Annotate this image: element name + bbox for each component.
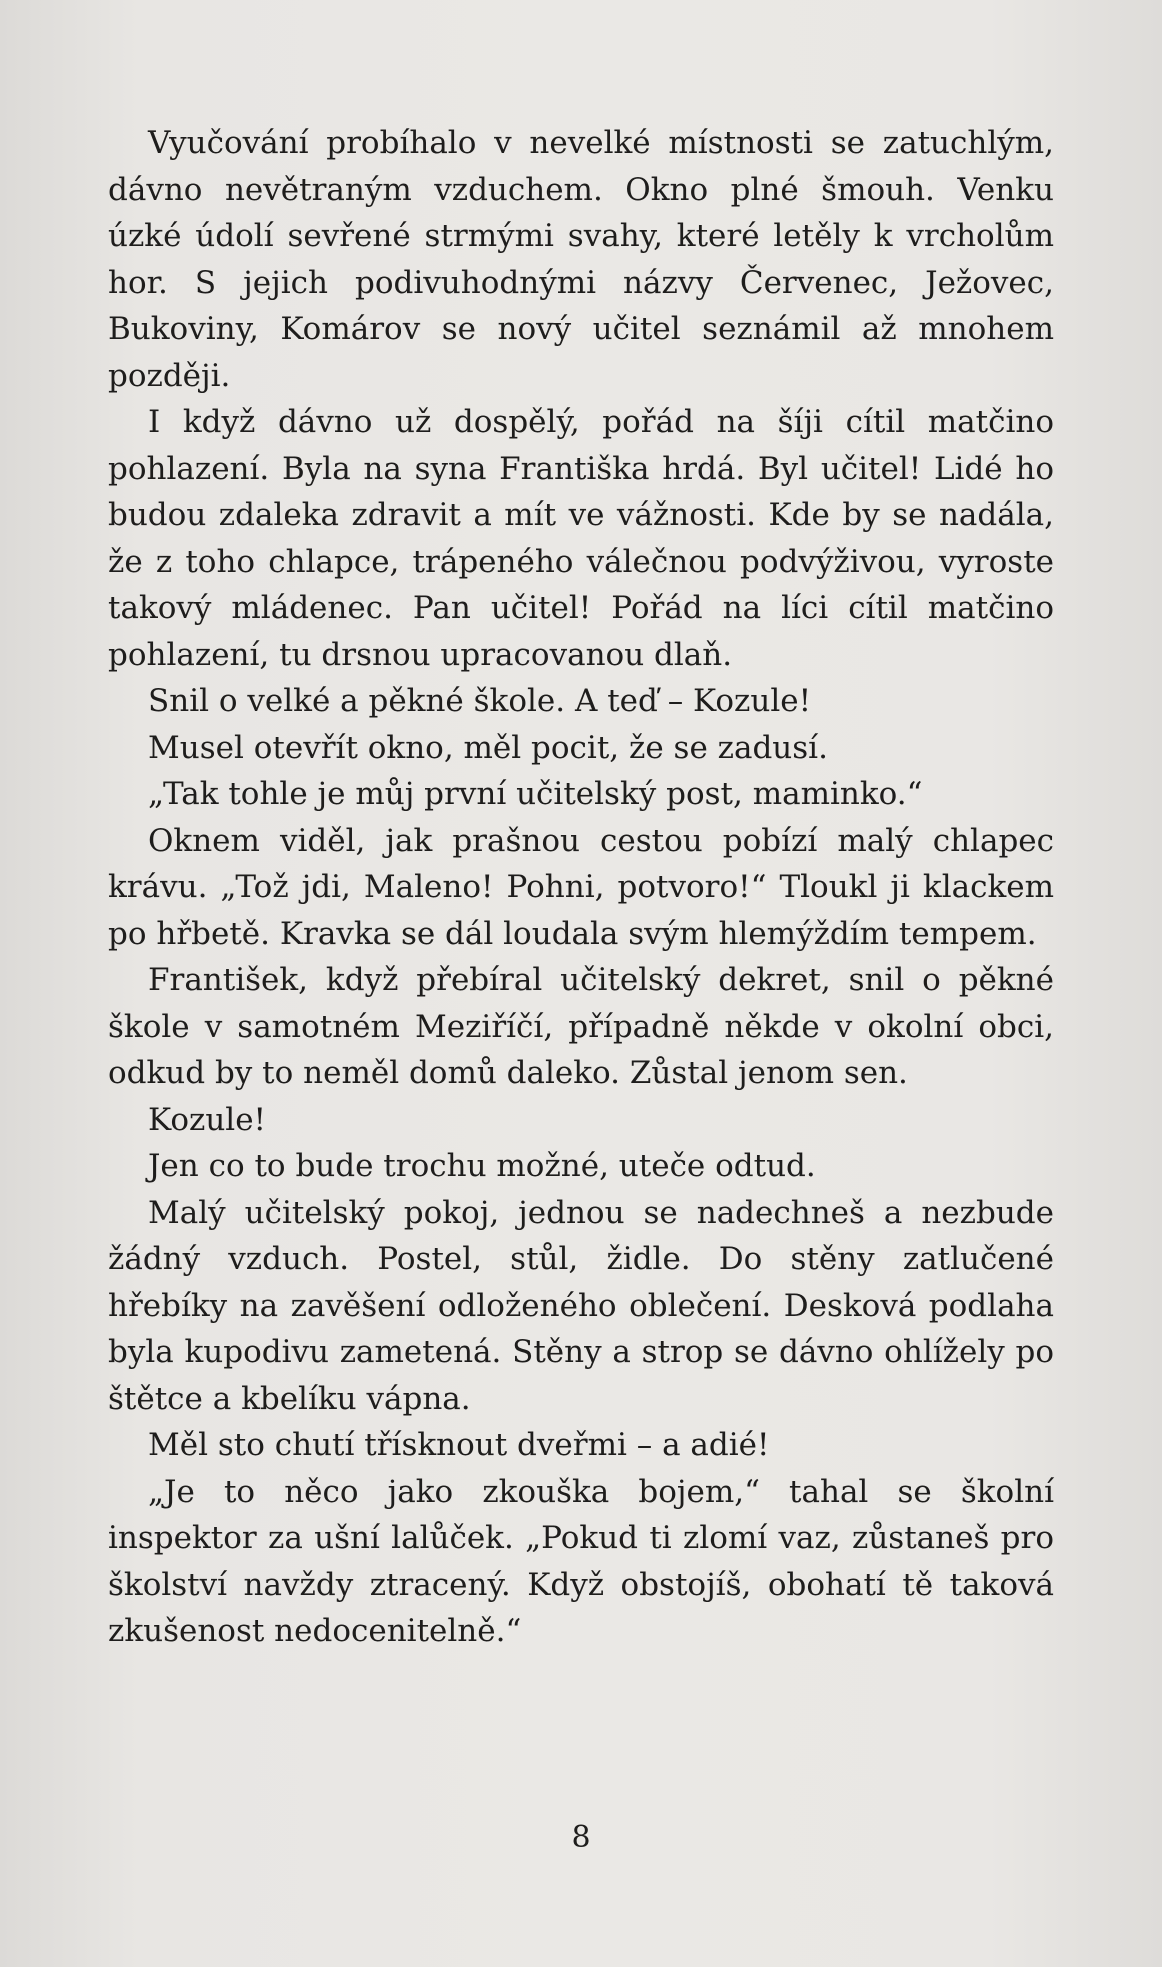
paragraph-7: František, když přebíral učitelský dekret, snil o pěkné škole v samotném Meziříčí, případně někde v okolní obci, odkud by to neměl domů daleko. Zůstal jenom sen. (108, 962, 1054, 1091)
paragraph-2: I když dávno už dospělý, pořád na šíji cítil matčino pohlazení. Byla na syna Františka hrdá. Byl učitel! Lidé ho budou zdaleka zdravit a mít ve vážnosti. Kde by se nadála, že z toho chlapce, trápeného válečnou podvýživou, vyroste takový mládenec. Pan učitel! Pořád na líci cítil matčino pohlazení, tu drsnou upracovanou dlaň. (108, 404, 1054, 673)
paragraph-6: Oknem viděl, jak prašnou cestou pobízí malý chlapec krávu. „Tož jdi, Maleno! Pohni, potvoro!“ Tloukl ji klackem po hřbetě. Kravka se dál loudala svým hlemýždím tempem. (108, 822, 1054, 952)
paragraph-8: Kozule! (148, 1101, 267, 1138)
paragraph-9: Jen co to bude trochu možné, uteče odtud. (148, 1148, 816, 1184)
paragraph-3: Snil o velké a pěkné škole. A teď – Kozule! (148, 683, 812, 719)
paragraph-1: Vyučování probíhalo v nevelké místnosti se zatuchlým, dávno nevětraným vzduchem. Okno plné šmouh. Venku úzké údolí sevřené strmými svahy, které letěly k vrcholům hor. S jejich podivuhodnými názvy Červenec, Ježovec, Bukoviny, Komárov se nový učitel seznámil až mnohem později. (108, 125, 1054, 394)
paragraph-12: „Je to něco jako zkouška bojem,“ tahal se školní inspektor za ušní lalůček. „Pokud ti zlomí vaz, zůstaneš pro školství navždy ztracený. Když obstojíš, obohatí tě taková zkušenost nedocenitelně.“ (108, 1473, 1054, 1649)
paragraph-5: „Tak tohle je můj první učitelský post, maminko.“ (148, 776, 923, 812)
body-text (108, 120, 1054, 1655)
paragraph-11: Měl sto chutí třísknout dveřmi – a adié! (148, 1427, 770, 1463)
paragraph-10: Malý učitelský pokoj, jednou se nadechneš a nezbude žádný vzduch. Postel, stůl, židle. Do stěny zatlučené hřebíky na zavěšení odloženého oblečení. Desková podlaha byla kupodivu zametená. Stěny a strop se dávno ohlížely po štětce a kbelíku vápna. (108, 1194, 1054, 1417)
page-number: 8 (571, 1820, 591, 1855)
paragraph-4: Musel otevřít okno, měl pocit, že se zadusí. (148, 729, 828, 766)
